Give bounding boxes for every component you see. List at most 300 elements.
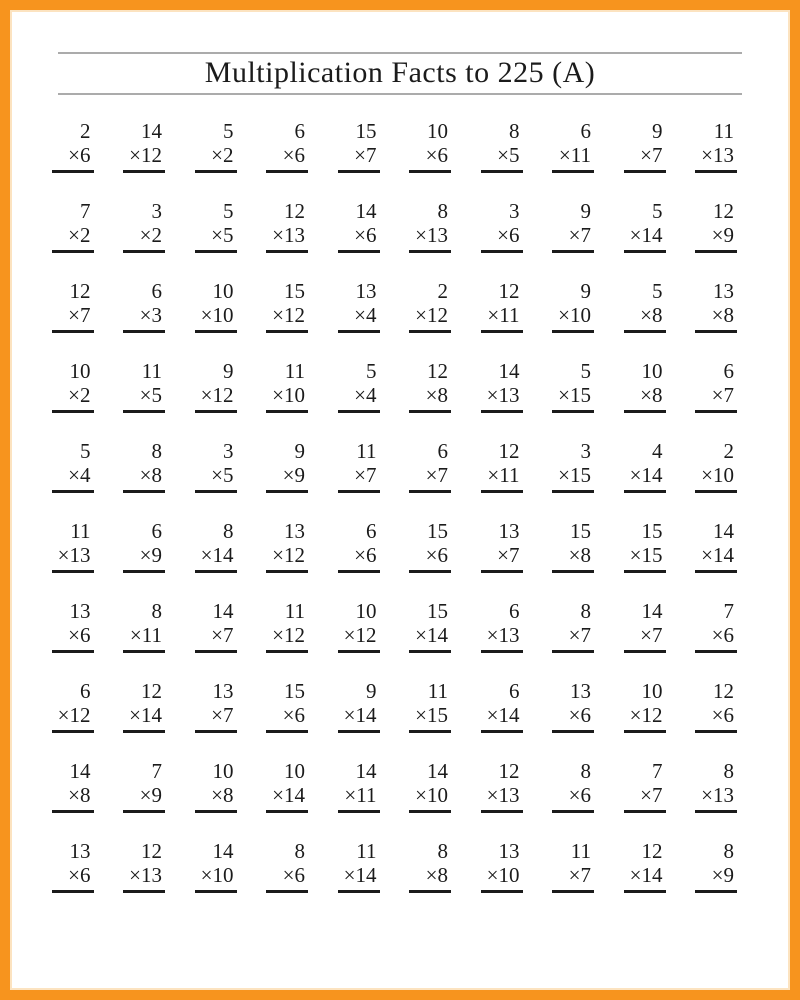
problem-cell xyxy=(597,199,669,279)
multiplicand: 6 xyxy=(151,279,162,303)
multiplicand: 14 xyxy=(498,359,520,383)
problem-cell xyxy=(597,599,669,679)
multiplicand: 13 xyxy=(355,279,377,303)
multiplier-underlined: ×6 xyxy=(338,224,380,253)
title-bottom-rule xyxy=(58,93,742,95)
problem-cell xyxy=(383,279,455,359)
problem-cell xyxy=(454,519,526,599)
multiplicand: 14 xyxy=(427,759,448,783)
multiplicand: 6 xyxy=(509,599,520,623)
multiplier-underlined: ×8 xyxy=(123,464,165,493)
problem-cell xyxy=(454,679,526,759)
multiplicand: 5 xyxy=(652,279,663,303)
problem-cell xyxy=(25,759,97,839)
multiplicand: 14 xyxy=(212,839,234,863)
multiplicand: 13 xyxy=(713,279,734,303)
multiplicand: 12 xyxy=(141,679,162,703)
multiplicand: 8 xyxy=(437,199,448,223)
problem-cell xyxy=(240,279,312,359)
problem-cell xyxy=(383,759,455,839)
multiplicand: 11 xyxy=(141,359,162,383)
problem-cell xyxy=(669,679,741,759)
problem-cell xyxy=(240,119,312,199)
problem-cell xyxy=(240,679,312,759)
multiplier-underlined: ×3 xyxy=(123,304,165,333)
problem-cell xyxy=(97,839,169,919)
multiplier-underlined: ×6 xyxy=(552,784,594,813)
multiplicand: 10 xyxy=(212,279,234,303)
multiplier-underlined: ×6 xyxy=(52,864,94,893)
multiplicand: 9 xyxy=(294,439,305,463)
multiplier-underlined: ×7 xyxy=(52,304,94,333)
problem-cell xyxy=(311,199,383,279)
multiplier-underlined: ×7 xyxy=(695,384,737,413)
problem-cell xyxy=(454,199,526,279)
problem-cell xyxy=(669,759,741,839)
problem-cell xyxy=(97,279,169,359)
problem-cell xyxy=(526,119,598,199)
problem-cell xyxy=(454,839,526,919)
multiplicand: 12 xyxy=(713,199,734,223)
multiplier-underlined: ×2 xyxy=(52,384,94,413)
problem-cell xyxy=(97,199,169,279)
multiplicand: 12 xyxy=(284,199,305,223)
multiplier-underlined: ×15 xyxy=(624,544,666,573)
multiplier-underlined: ×5 xyxy=(195,224,237,253)
problem-cell xyxy=(383,599,455,679)
multiplicand: 8 xyxy=(509,119,520,143)
multiplier-underlined: ×14 xyxy=(624,464,666,493)
multiplicand: 15 xyxy=(427,599,448,623)
multiplicand: 5 xyxy=(580,359,591,383)
multiplier-underlined: ×10 xyxy=(552,304,594,333)
multiplicand: 5 xyxy=(652,199,663,223)
multiplicand: 11 xyxy=(713,119,734,143)
multiplicand: 6 xyxy=(509,679,520,703)
multiplicand: 2 xyxy=(723,439,734,463)
problem-cell xyxy=(311,599,383,679)
problem-cell xyxy=(597,359,669,439)
problem-cell xyxy=(311,279,383,359)
multiplier-underlined: ×6 xyxy=(266,704,308,733)
multiplicand: 13 xyxy=(498,839,520,863)
multiplicand: 14 xyxy=(355,759,377,783)
multiplicand: 8 xyxy=(580,599,591,623)
problem-cell xyxy=(669,439,741,519)
multiplier-underlined: ×12 xyxy=(409,304,451,333)
multiplicand: 13 xyxy=(212,679,234,703)
problems-grid xyxy=(25,119,740,919)
multiplicand: 3 xyxy=(580,439,591,463)
multiplier-underlined: ×6 xyxy=(52,144,94,173)
problem-cell xyxy=(25,839,97,919)
multiplier-underlined: ×11 xyxy=(481,464,523,493)
problem-cell xyxy=(168,759,240,839)
multiplicand: 5 xyxy=(223,199,234,223)
problem-cell xyxy=(25,519,97,599)
multiplicand: 15 xyxy=(284,279,305,303)
multiplicand: 14 xyxy=(713,519,734,543)
multiplier-underlined: ×6 xyxy=(481,224,523,253)
multiplicand: 15 xyxy=(427,519,448,543)
problem-cell xyxy=(669,279,741,359)
multiplier-underlined: ×8 xyxy=(195,784,237,813)
multiplier-underlined: ×11 xyxy=(552,144,594,173)
multiplicand: 10 xyxy=(212,759,234,783)
multiplier-underlined: ×13 xyxy=(481,784,523,813)
multiplier-underlined: ×6 xyxy=(266,144,308,173)
multiplicand: 6 xyxy=(80,679,91,703)
multiplier-underlined: ×13 xyxy=(52,544,94,573)
multiplier-underlined: ×12 xyxy=(195,384,237,413)
multiplier-underlined: ×8 xyxy=(52,784,94,813)
problem-cell xyxy=(25,439,97,519)
multiplier-underlined: ×5 xyxy=(123,384,165,413)
problem-cell xyxy=(597,119,669,199)
problem-cell xyxy=(311,519,383,599)
multiplicand: 10 xyxy=(641,679,663,703)
multiplier-underlined: ×12 xyxy=(338,624,380,653)
problem-cell xyxy=(383,679,455,759)
multiplier-underlined: ×6 xyxy=(695,624,737,653)
multiplier-underlined: ×10 xyxy=(266,384,308,413)
multiplier-underlined: ×11 xyxy=(481,304,523,333)
problem-cell xyxy=(168,279,240,359)
multiplier-underlined: ×15 xyxy=(552,464,594,493)
problem-cell xyxy=(240,199,312,279)
problem-cell xyxy=(25,119,97,199)
problem-cell xyxy=(669,119,741,199)
multiplicand: 11 xyxy=(284,599,305,623)
problem-cell xyxy=(669,839,741,919)
multiplier-underlined: ×5 xyxy=(481,144,523,173)
multiplicand: 8 xyxy=(723,759,734,783)
problem-cell xyxy=(311,439,383,519)
problem-cell xyxy=(526,519,598,599)
problem-cell xyxy=(383,439,455,519)
multiplier-underlined: ×14 xyxy=(123,704,165,733)
problem-cell xyxy=(25,599,97,679)
multiplicand: 15 xyxy=(284,679,305,703)
problem-cell xyxy=(526,359,598,439)
multiplier-underlined: ×8 xyxy=(409,384,451,413)
multiplier-underlined: ×6 xyxy=(695,704,737,733)
problem-cell xyxy=(240,759,312,839)
multiplier-underlined: ×13 xyxy=(695,784,737,813)
multiplier-underlined: ×14 xyxy=(338,704,380,733)
multiplier-underlined: ×14 xyxy=(266,784,308,813)
problem-cell xyxy=(454,759,526,839)
multiplier-underlined: ×7 xyxy=(338,144,380,173)
multiplicand: 2 xyxy=(437,279,448,303)
multiplier-underlined: ×12 xyxy=(266,304,308,333)
problem-cell xyxy=(526,279,598,359)
problem-cell xyxy=(526,679,598,759)
problem-cell xyxy=(669,199,741,279)
multiplier-underlined: ×8 xyxy=(624,384,666,413)
problem-cell xyxy=(383,359,455,439)
multiplicand: 10 xyxy=(641,359,663,383)
multiplicand: 3 xyxy=(151,199,162,223)
multiplier-underlined: ×15 xyxy=(552,384,594,413)
multiplier-underlined: ×7 xyxy=(624,144,666,173)
multiplicand: 7 xyxy=(652,759,663,783)
multiplicand: 12 xyxy=(498,759,520,783)
multiplicand: 11 xyxy=(570,839,591,863)
problem-cell xyxy=(97,599,169,679)
multiplicand: 10 xyxy=(427,119,448,143)
multiplicand: 5 xyxy=(223,119,234,143)
multiplier-underlined: ×6 xyxy=(409,144,451,173)
multiplier-underlined: ×13 xyxy=(481,384,523,413)
multiplicand: 14 xyxy=(355,199,377,223)
problem-cell xyxy=(454,119,526,199)
problem-cell xyxy=(25,279,97,359)
problem-cell xyxy=(454,279,526,359)
problem-cell xyxy=(97,759,169,839)
multiplier-underlined: ×10 xyxy=(481,864,523,893)
problem-cell xyxy=(526,759,598,839)
multiplier-underlined: ×15 xyxy=(409,704,451,733)
problem-cell xyxy=(311,119,383,199)
multiplier-underlined: ×6 xyxy=(338,544,380,573)
multiplicand: 12 xyxy=(641,839,663,863)
problem-cell xyxy=(97,439,169,519)
multiplier-underlined: ×8 xyxy=(409,864,451,893)
problem-cell xyxy=(526,839,598,919)
multiplier-underlined: ×7 xyxy=(409,464,451,493)
problem-cell xyxy=(597,519,669,599)
multiplicand: 9 xyxy=(580,279,591,303)
multiplier-underlined: ×14 xyxy=(409,624,451,653)
multiplier-underlined: ×12 xyxy=(123,144,165,173)
multiplier-underlined: ×11 xyxy=(123,624,165,653)
multiplier-underlined: ×14 xyxy=(624,224,666,253)
multiplicand: 8 xyxy=(294,839,305,863)
problem-cell xyxy=(97,119,169,199)
multiplicand: 11 xyxy=(284,359,305,383)
problem-cell xyxy=(168,439,240,519)
problem-cell xyxy=(97,679,169,759)
multiplicand: 12 xyxy=(427,359,448,383)
multiplier-underlined: ×14 xyxy=(695,544,737,573)
multiplier-underlined: ×8 xyxy=(552,544,594,573)
multiplier-underlined: ×10 xyxy=(695,464,737,493)
multiplier-underlined: ×10 xyxy=(195,304,237,333)
multiplicand: 8 xyxy=(151,439,162,463)
multiplier-underlined: ×10 xyxy=(409,784,451,813)
multiplier-underlined: ×9 xyxy=(123,784,165,813)
problem-cell xyxy=(25,679,97,759)
multiplier-underlined: ×13 xyxy=(409,224,451,253)
multiplicand: 9 xyxy=(223,359,234,383)
multiplicand: 11 xyxy=(356,839,377,863)
multiplicand: 8 xyxy=(723,839,734,863)
multiplier-underlined: ×13 xyxy=(695,144,737,173)
multiplicand: 12 xyxy=(498,439,520,463)
problem-cell xyxy=(240,359,312,439)
multiplier-underlined: ×12 xyxy=(624,704,666,733)
multiplicand: 5 xyxy=(80,439,91,463)
multiplicand: 10 xyxy=(69,359,91,383)
problem-cell xyxy=(383,119,455,199)
multiplicand: 15 xyxy=(355,119,377,143)
problem-cell xyxy=(168,359,240,439)
problem-cell xyxy=(454,359,526,439)
problem-cell xyxy=(526,599,598,679)
multiplicand: 13 xyxy=(69,839,91,863)
multiplier-underlined: ×7 xyxy=(195,624,237,653)
problem-cell xyxy=(383,839,455,919)
multiplier-underlined: ×9 xyxy=(266,464,308,493)
problem-cell xyxy=(168,519,240,599)
multiplicand: 6 xyxy=(437,439,448,463)
multiplier-underlined: ×7 xyxy=(552,864,594,893)
multiplicand: 6 xyxy=(723,359,734,383)
multiplicand: 14 xyxy=(141,119,162,143)
problem-cell xyxy=(311,679,383,759)
multiplier-underlined: ×7 xyxy=(195,704,237,733)
problem-cell xyxy=(597,679,669,759)
multiplier-underlined: ×4 xyxy=(52,464,94,493)
problem-cell xyxy=(597,839,669,919)
multiplicand: 13 xyxy=(69,599,91,623)
multiplicand: 3 xyxy=(223,439,234,463)
multiplicand: 7 xyxy=(723,599,734,623)
multiplier-underlined: ×2 xyxy=(123,224,165,253)
multiplicand: 11 xyxy=(70,519,91,543)
multiplier-underlined: ×6 xyxy=(52,624,94,653)
multiplier-underlined: ×6 xyxy=(266,864,308,893)
page-title: Multiplication Facts to 225 (A) xyxy=(204,56,596,89)
problem-cell xyxy=(669,359,741,439)
problem-cell xyxy=(240,839,312,919)
multiplier-underlined: ×5 xyxy=(195,464,237,493)
problem-cell xyxy=(383,199,455,279)
problem-cell xyxy=(168,839,240,919)
problem-cell xyxy=(311,839,383,919)
multiplicand: 6 xyxy=(366,519,377,543)
multiplier-underlined: ×10 xyxy=(195,864,237,893)
multiplier-underlined: ×8 xyxy=(624,304,666,333)
problem-cell xyxy=(25,199,97,279)
multiplier-underlined: ×6 xyxy=(552,704,594,733)
problem-cell xyxy=(526,439,598,519)
multiplier-underlined: ×12 xyxy=(266,624,308,653)
multiplier-underlined: ×9 xyxy=(695,224,737,253)
multiplicand: 6 xyxy=(151,519,162,543)
multiplicand: 12 xyxy=(69,279,91,303)
multiplier-underlined: ×14 xyxy=(338,864,380,893)
problem-cell xyxy=(383,519,455,599)
problem-cell xyxy=(669,599,741,679)
multiplier-underlined: ×9 xyxy=(123,544,165,573)
multiplicand: 6 xyxy=(580,119,591,143)
multiplicand: 9 xyxy=(652,119,663,143)
multiplicand: 13 xyxy=(284,519,305,543)
multiplicand: 10 xyxy=(284,759,305,783)
multiplier-underlined: ×12 xyxy=(52,704,94,733)
problem-cell xyxy=(240,599,312,679)
multiplicand: 9 xyxy=(366,679,377,703)
multiplier-underlined: ×2 xyxy=(52,224,94,253)
multiplier-underlined: ×13 xyxy=(481,624,523,653)
multiplier-underlined: ×14 xyxy=(624,864,666,893)
multiplier-underlined: ×7 xyxy=(481,544,523,573)
multiplicand: 8 xyxy=(223,519,234,543)
multiplicand: 13 xyxy=(498,519,520,543)
multiplicand: 13 xyxy=(570,679,591,703)
multiplicand: 7 xyxy=(151,759,162,783)
problem-cell xyxy=(669,519,741,599)
problem-cell xyxy=(454,599,526,679)
multiplicand: 14 xyxy=(212,599,234,623)
problem-cell xyxy=(597,759,669,839)
problem-cell xyxy=(597,279,669,359)
problem-cell xyxy=(25,359,97,439)
problem-cell xyxy=(168,199,240,279)
multiplicand: 8 xyxy=(437,839,448,863)
multiplicand: 3 xyxy=(509,199,520,223)
multiplier-underlined: ×11 xyxy=(338,784,380,813)
multiplier-underlined: ×14 xyxy=(195,544,237,573)
problem-cell xyxy=(311,359,383,439)
problem-cell xyxy=(597,439,669,519)
multiplier-underlined: ×13 xyxy=(266,224,308,253)
multiplier-underlined: ×7 xyxy=(624,784,666,813)
multiplicand: 15 xyxy=(641,519,663,543)
multiplier-underlined: ×8 xyxy=(695,304,737,333)
problem-cell xyxy=(311,759,383,839)
multiplicand: 11 xyxy=(427,679,448,703)
problem-cell xyxy=(526,199,598,279)
multiplier-underlined: ×7 xyxy=(552,624,594,653)
problem-cell xyxy=(97,519,169,599)
multiplier-underlined: ×7 xyxy=(624,624,666,653)
multiplier-underlined: ×13 xyxy=(123,864,165,893)
multiplicand: 11 xyxy=(356,439,377,463)
multiplier-underlined: ×4 xyxy=(338,384,380,413)
multiplicand: 15 xyxy=(570,519,591,543)
multiplicand: 2 xyxy=(80,119,91,143)
multiplicand: 6 xyxy=(294,119,305,143)
multiplicand: 14 xyxy=(69,759,91,783)
multiplicand: 8 xyxy=(151,599,162,623)
problem-cell xyxy=(168,679,240,759)
problem-cell xyxy=(240,439,312,519)
multiplicand: 5 xyxy=(366,359,377,383)
multiplier-underlined: ×7 xyxy=(552,224,594,253)
multiplicand: 7 xyxy=(80,199,91,223)
multiplicand: 4 xyxy=(652,439,663,463)
multiplier-underlined: ×9 xyxy=(695,864,737,893)
multiplicand: 12 xyxy=(498,279,520,303)
multiplicand: 14 xyxy=(641,599,663,623)
multiplier-underlined: ×12 xyxy=(266,544,308,573)
problem-cell xyxy=(97,359,169,439)
multiplier-underlined: ×7 xyxy=(338,464,380,493)
problem-cell xyxy=(240,519,312,599)
multiplicand: 10 xyxy=(355,599,377,623)
multiplicand: 12 xyxy=(713,679,734,703)
multiplicand: 9 xyxy=(580,199,591,223)
multiplicand: 8 xyxy=(580,759,591,783)
problem-cell xyxy=(454,439,526,519)
multiplier-underlined: ×6 xyxy=(409,544,451,573)
title-block xyxy=(58,52,742,95)
multiplier-underlined: ×2 xyxy=(195,144,237,173)
multiplicand: 12 xyxy=(141,839,162,863)
